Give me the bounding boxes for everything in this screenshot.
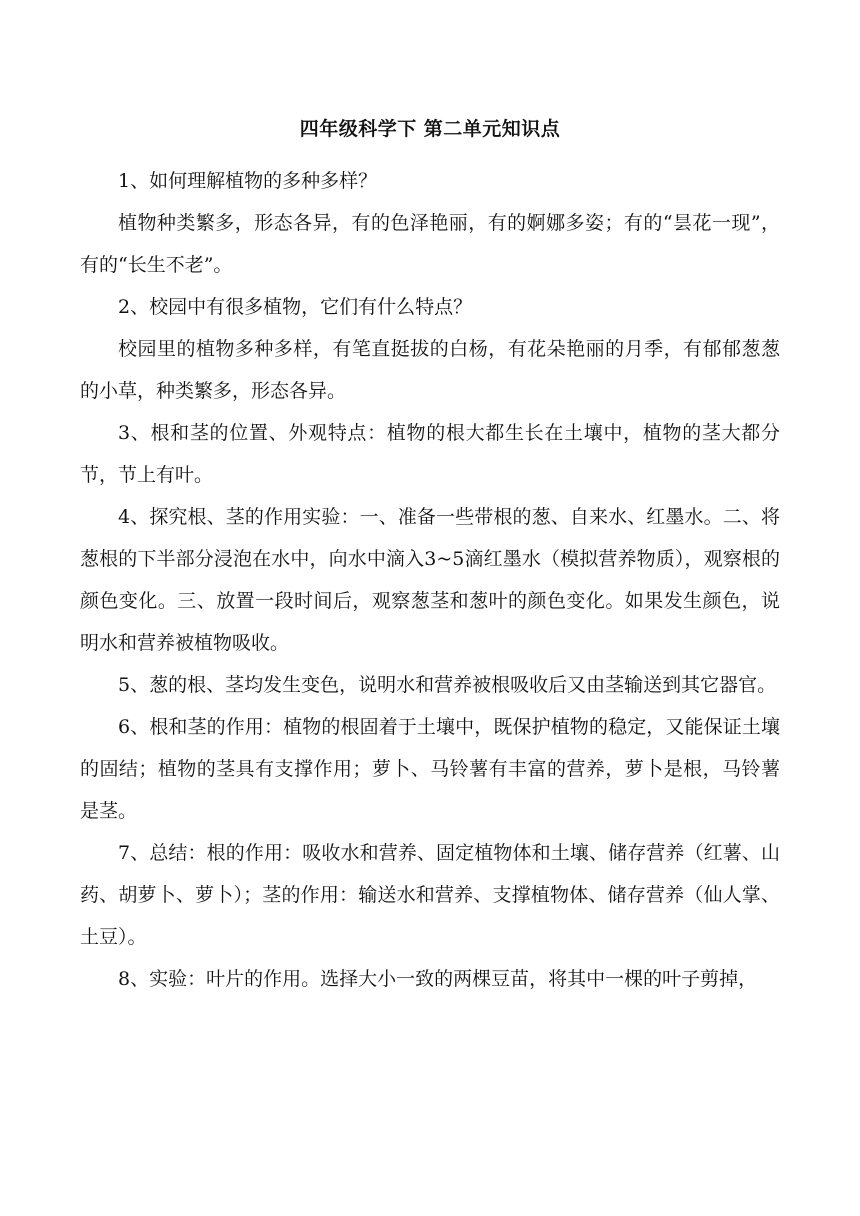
document-page (80, 110, 780, 1000)
point-6: 6、根和茎的作用：植物的根固着于土壤中，既保护植物的稳定，又能保证土壤的固结；植物的茎具有支撑作用；萝卜、马铃薯有丰富的营养，萝卜是根，马铃薯是茎。 (80, 716, 780, 822)
question-2: 2、校园中有很多植物，它们有什么特点？ (118, 296, 473, 318)
point-7: 7、总结：根的作用：吸收水和营养、固定植物体和土壤、储存营养（红薯、山药、胡萝卜、萝卜）；茎的作用：输送水和营养、支撑植物体、储存营养（仙人掌、土豆）。 (80, 842, 780, 948)
point-8: 8、实验：叶片的作用。选择大小一致的两棵豆苗，将其中一棵的叶子剪掉， (118, 968, 758, 990)
document-title: 四年级科学下 第二单元知识点 (299, 118, 561, 140)
answer-1: 植物种类繁多，形态各异，有的色泽艳丽，有的婀娜多姿；有的“昙花一现”，有的“长生不老”。 (80, 212, 780, 276)
point-4: 4、探究根、茎的作用实验：一、准备一些带根的葱、自来水、红墨水。二、将葱根的下半部分浸泡在水中，向水中滴入3~5滴红墨水（模拟营养物质），观察根的颜色变化。三、放置一段时间后，观察葱茎和葱叶的颜色变化。如果发生颜色，说明水和营养被植物吸收。 (80, 506, 780, 654)
point-3: 3、根和茎的位置、外观特点：植物的根大都生长在土壤中，植物的茎大都分节，节上有叶。 (80, 422, 780, 486)
question-1: 1、如何理解植物的多种多样？ (118, 170, 378, 192)
answer-2: 校园里的植物多种多样，有笔直挺拔的白杨，有花朵艳丽的月季，有郁郁葱葱的小草，种类繁多，形态各异。 (80, 338, 780, 402)
point-5: 5、葱的根、茎均发生变色，说明水和营养被根吸收后又由茎输送到其它器官。 (118, 674, 777, 696)
